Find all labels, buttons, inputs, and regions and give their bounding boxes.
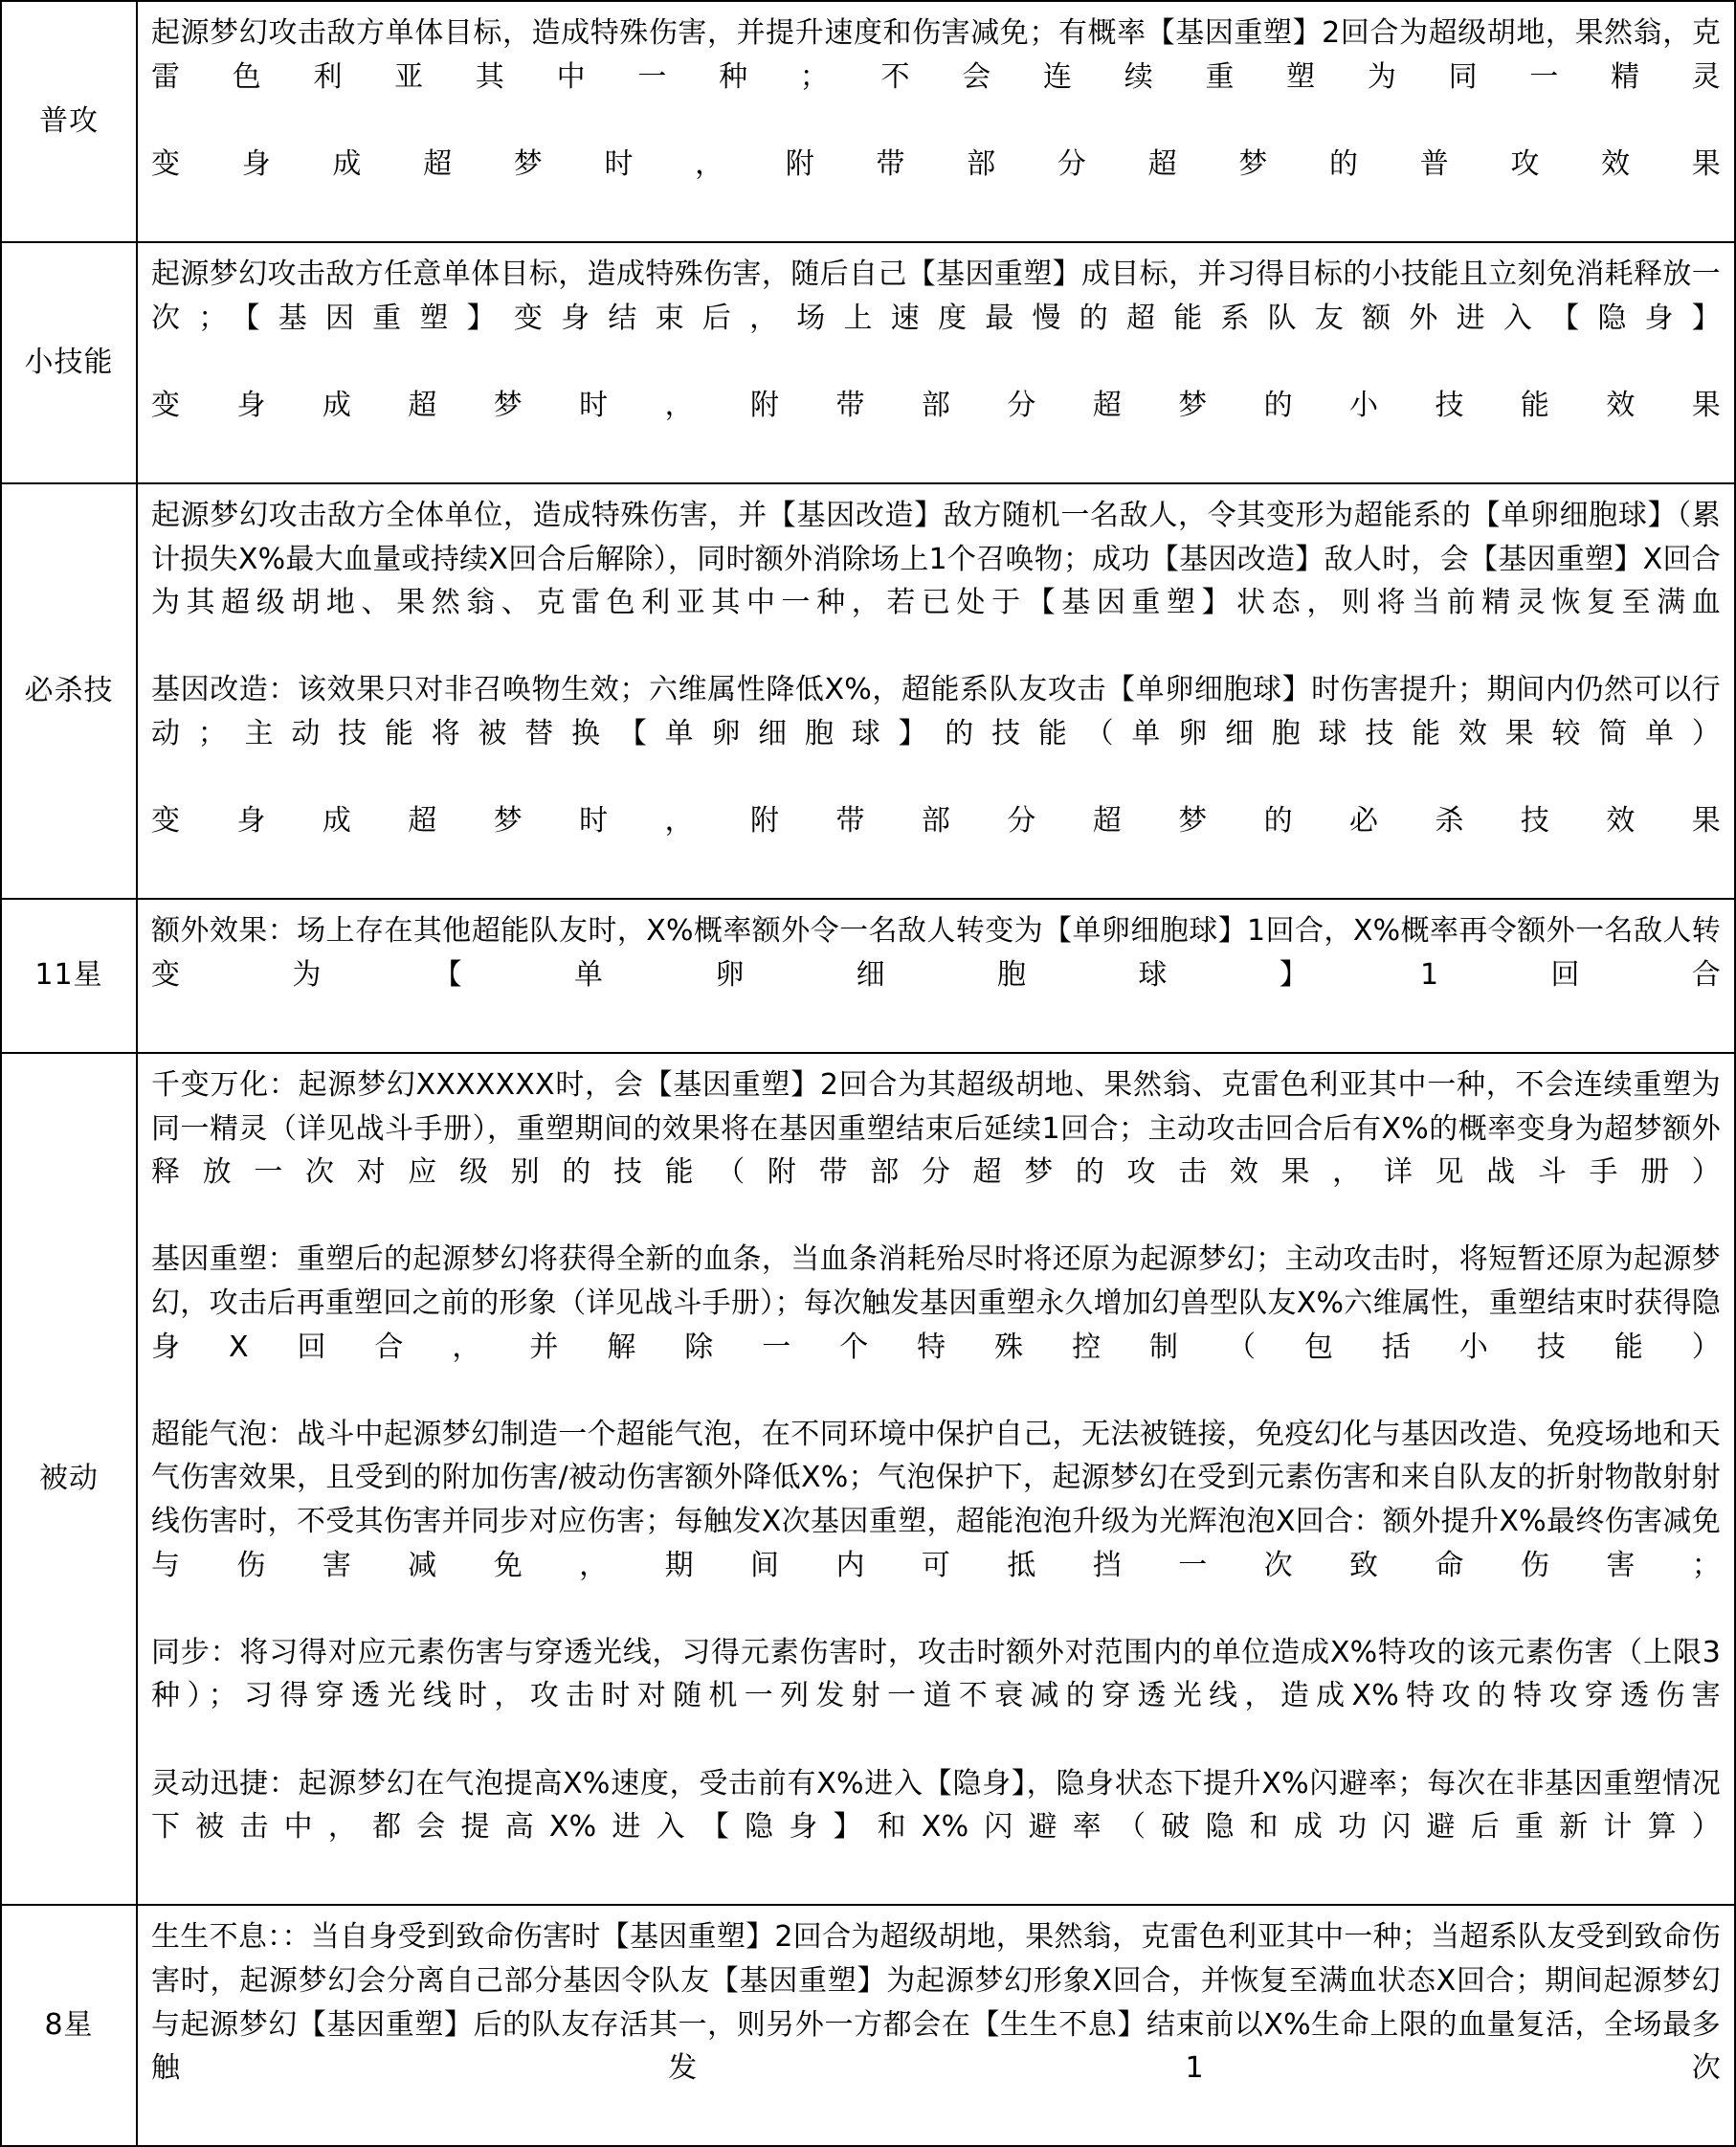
skill-description-cell — [137, 899, 1735, 1053]
skill-type-label: 必杀技 — [1, 483, 137, 899]
skill-paragraph: 额外效果：场上存在其他超能队友时，X%概率额外令一名敌人转变为【单卵细胞球】1回合，X%概率再令额外一名敌人转变为【单卵细胞球】1回合 — [151, 914, 1721, 992]
skill-paragraph: 起源梦幻攻击敌方任意单体目标，造成特殊伤害，随后自己【基因重塑】成目标，并习得目标的小技能且立刻免消耗释放一次；【基因重塑】变身结束后，场上速度最慢的超能系队友额外进入【隐身】 — [151, 257, 1721, 335]
skill-description-cell — [137, 242, 1735, 483]
skill-description-cell — [137, 1905, 1735, 2146]
skill-paragraph: 变身成超梦时，附带部分超梦的普攻效果 — [151, 146, 1721, 181]
skill-description-cell — [137, 483, 1735, 899]
skill-paragraph: 超能气泡：战斗中起源梦幻制造一个超能气泡，在不同环境中保护自己，无法被链接，免疫幻化与基因改造、免疫场地和天气伤害效果，且受到的附加伤害/被动伤害额外降低X%；气泡保护下，起源梦幻在受到元素伤害和来自队友的折射物散射射线伤害时，不受其伤害并同步对应伤害；每触发X次基因重塑，超能泡泡升级为光辉泡泡X回合：额外提升X%最终伤害减免与伤害减免，期间内可抵挡一次致命伤害； — [151, 1417, 1721, 1582]
skill-type-label: 被动 — [1, 1053, 137, 1905]
skill-description-cell — [137, 1053, 1735, 1905]
table-row — [1, 1053, 1735, 1905]
skill-paragraph: 灵动迅捷：起源梦幻在气泡提高X%速度，受击前有X%进入【隐身】，隐身状态下提升X%闪避率；每次在非基因重塑情况下被击中，都会提高X%进入【隐身】和X%闪避率（破隐和成功闪避后重新计算） — [151, 1766, 1721, 1845]
table-row — [1, 242, 1735, 483]
skill-paragraph: 基因改造：该效果只对非召唤物生效；六维属性降低X%，超能系队友攻击【单卵细胞球】时伤害提升；期间内仍然可以行动；主动技能将被替换【单卵细胞球】的技能（单卵细胞球技能效果较简单） — [151, 673, 1721, 750]
skill-paragraph: 变身成超梦时，附带部分超梦的必杀技效果 — [151, 804, 1721, 839]
skill-paragraph: 同步：将习得对应元素伤害与穿透光线，习得元素伤害时，攻击时额外对范围内的单位造成X%特攻的该元素伤害（上限3种）；习得穿透光线时，攻击时对随机一列发射一道不衰减的穿透光线，造成X%特攻的特攻穿透伤害 — [151, 1635, 1721, 1713]
skill-type-label: 8星 — [1, 1905, 137, 2146]
table-body — [1, 1, 1735, 2146]
skill-type-label: 普攻 — [1, 1, 137, 242]
table-row — [1, 1, 1735, 242]
table-row — [1, 899, 1735, 1053]
skill-description-cell — [137, 1, 1735, 242]
table-row — [1, 1905, 1735, 2146]
table-row — [1, 483, 1735, 899]
skill-type-label: 小技能 — [1, 242, 137, 483]
skill-type-label: 11星 — [1, 899, 137, 1053]
skill-paragraph: 起源梦幻攻击敌方全体单位，造成特殊伤害，并【基因改造】敌方随机一名敌人，令其变形为超能系的【单卵细胞球】（累计损失X%最大血量或持续X回合后解除），同时额外消除场上1个召唤物；成功【基因改造】敌人时，会【基因重塑】X回合为其超级胡地、果然翁、克雷色利亚其中一种，若已处于【基因重塑】状态，则将当前精灵恢复至满血 — [151, 498, 1721, 620]
skill-paragraph: 生生不息：：当自身受到致命伤害时【基因重塑】2回合为超级胡地，果然翁，克雷色利亚其中一种；当超系队友受到致命伤害时，起源梦幻会分离自己部分基因令队友【基因重塑】为起源梦幻形象X回合，并恢复至满血状态X回合；期间起源梦幻与起源梦幻【基因重塑】后的队友存活其一，则另外一方都会在【生生不息】结束前以X%生命上限的血量复活，全场最多触发1次 — [151, 1920, 1721, 2086]
skill-paragraph: 基因重塑：重塑后的起源梦幻将获得全新的血条，当血条消耗殆尽时将还原为起源梦幻；主动攻击时，将短暂还原为起源梦幻，攻击后再重塑回之前的形象（详见战斗手册）；每次触发基因重塑永久增加幻兽型队友X%六维属性，重塑结束时获得隐身X回合，并解除一个特殊控制（包括小技能） — [151, 1242, 1721, 1364]
skill-paragraph: 千变万化：起源梦幻XXXXXXX时，会【基因重塑】2回合为其超级胡地、果然翁、克雷色利亚其中一种，不会连续重塑为同一精灵（详见战斗手册），重塑期间的效果将在基因重塑结束后延续1回合；主动攻击回合后有X%的概率变身为超梦额外释放一次对应级别的技能（附带部分超梦的攻击效果，详见战斗手册） — [151, 1068, 1721, 1190]
skill-paragraph: 变身成超梦时，附带部分超梦的小技能效果 — [151, 388, 1721, 422]
skill-paragraph: 起源梦幻攻击敌方单体目标，造成特殊伤害，并提升速度和伤害减免；有概率【基因重塑】2回合为超级胡地，果然翁，克雷色利亚其中一种；不会连续重塑为同一精灵 — [151, 16, 1721, 94]
